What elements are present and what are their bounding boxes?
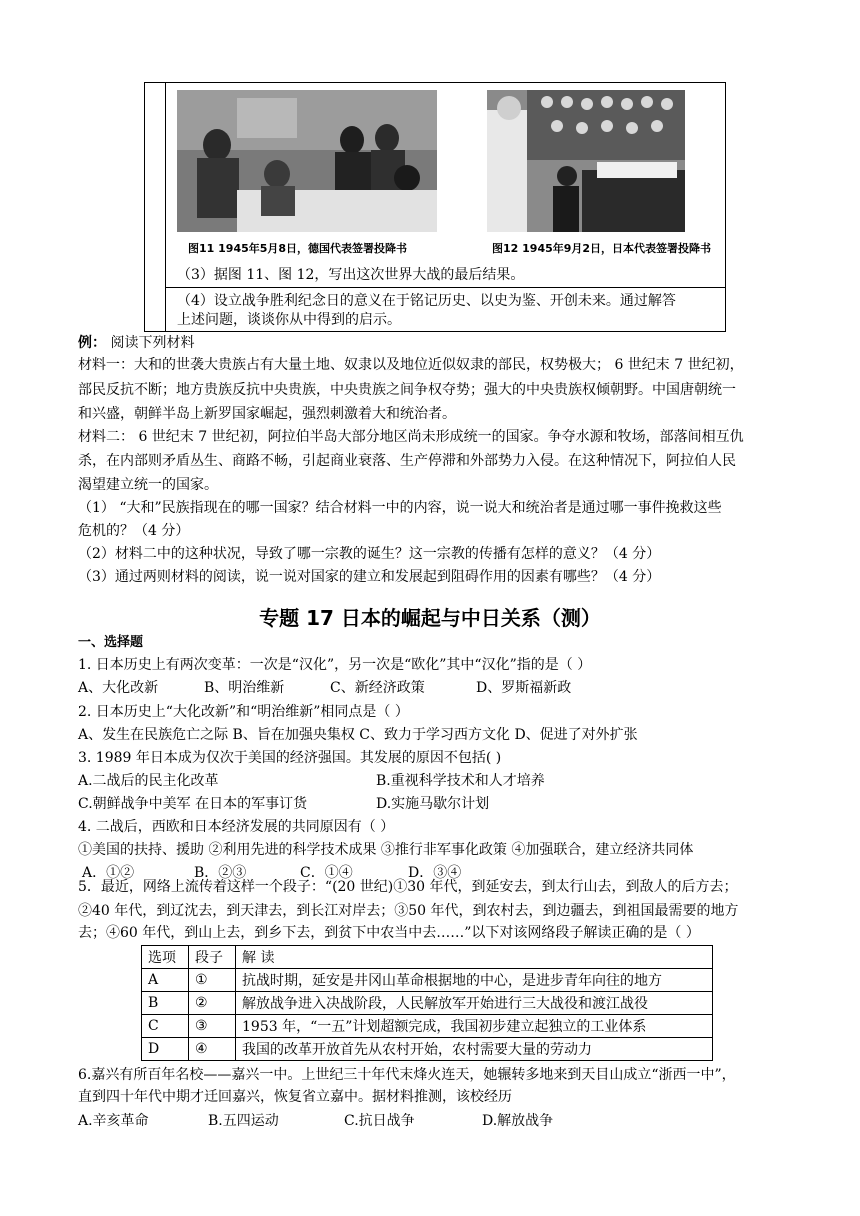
top-table-col-divider xyxy=(165,82,166,331)
example-q2: （2）材料二中的这种状况，导致了哪一宗教的诞生？这一宗教的传播有怎样的意义？（4 分） xyxy=(78,546,661,562)
table-header-row xyxy=(142,946,713,969)
q3-option-a: A.二战后的民主化改革 xyxy=(78,773,219,789)
example-q1-line-1: （1） “大和”民族指现在的哪一国家？结合材料一中的内容，说一说大和统治者是通过哪一事件挽救这些 xyxy=(78,500,722,516)
table-cell: ③ xyxy=(189,1015,236,1038)
table-cell: ① xyxy=(189,969,236,992)
example-q1-line-2: 危机的？（4 分） xyxy=(78,523,190,539)
photo-11-caption: 图11 1945年5月8日，德国代表签署投降书 xyxy=(188,242,408,255)
question-2: 2. 日本历史上“大化改新”和“明治维新”相同点是（ ） xyxy=(78,704,409,720)
table-cell: B xyxy=(142,992,189,1015)
photo-12-caption: 图12 1945年9月2日，日本代表签署投降书 xyxy=(492,242,712,255)
q1-option-a: A、大化改新 xyxy=(78,680,159,696)
q4-option-b: B．②③ xyxy=(194,865,247,881)
q6-option-b: B.五四运动 xyxy=(208,1113,279,1129)
table-cell: 我国的改革开放首先从农村开始，农村需要大量的劳动力 xyxy=(236,1038,713,1061)
question-1: 1. 日本历史上有两次变革：一次是“汉化”，另一次是“欧化”其中“汉化”指的是（ ） xyxy=(78,657,592,673)
question-5-table xyxy=(141,945,713,1061)
q4-option-d: D．③④ xyxy=(408,865,462,881)
example-label: 例： xyxy=(78,335,106,351)
question-3: 3. 1989 年日本成为仅次于美国的经济强国。其发展的原因不包括( ) xyxy=(78,750,502,766)
page-title: 专题 17 日本的崛起与中日关系（测） xyxy=(259,606,601,630)
question-1-options xyxy=(78,677,571,699)
example-q3: （3）通过两则材料的阅读，说一说对国家的建立和发展起到阻碍作用的因素有哪些？（4 分） xyxy=(78,569,661,585)
table-cell: A xyxy=(142,969,189,992)
table-cell: C xyxy=(142,1015,189,1038)
material-2-line-1: 材料二： 6 世纪末 7 世纪初，阿拉伯半岛大部分地区尚未形成统一的国家。争夺水源和牧场，部落间相互仇 xyxy=(78,429,744,445)
example-heading xyxy=(78,332,194,354)
question-4-items: ①美国的扶持、援助 ②利用先进的科学技术成果 ③推行非军事化政策 ④加强联合，建立经济共同体 xyxy=(78,842,694,858)
question-6-line-2: 直到四十年代中期才迁回嘉兴，恢复省立嘉中。据材料推测，该校经历 xyxy=(78,1089,512,1105)
question-5-line-1: 5．最近，网络上流传着这样一个段子：“(20 世纪)①30 年代，到延安去，到太行山去，到敌人的后方去； xyxy=(78,879,738,895)
top-q4-line1: （4）设立战争胜利纪念日的意义在于铭记历史、以史为鉴、开创未来。通过解答 xyxy=(177,293,676,309)
question-3-options-row-1 xyxy=(78,770,545,792)
material-1-line-2: 部民反抗不断；地方贵族反抗中央贵族，中央贵族之间争权夺势；强大的中央贵族权倾朝野。中国唐朝统一 xyxy=(78,382,736,398)
table-row xyxy=(142,992,713,1015)
question-5-line-2: ②40 年代，到辽沈去，到天津去，到长江对岸去；③50 年代，到农村去，到边疆去，到祖国最需要的地方 xyxy=(78,903,739,919)
q3-option-d: D.实施马歇尔计划 xyxy=(376,796,490,812)
q6-option-c: C.抗日战争 xyxy=(344,1113,415,1129)
material-2-line-2: 杀，在内部则矛盾丛生、商路不畅，引起商业衰落、生产停滞和外部势力入侵。在这种情况下，阿拉伯人民 xyxy=(78,453,736,469)
photo-japan-surrender xyxy=(487,90,685,232)
table-header-cell: 选项 xyxy=(142,946,189,969)
question-4: 4. 二战后，西欧和日本经济发展的共同原因有（ ） xyxy=(78,819,395,835)
table-cell: ④ xyxy=(189,1038,236,1061)
question-2-options: A、发生在民族危亡之际 B、旨在加强央集权 C、致力于学习西方文化 D、促进了对外扩张 xyxy=(78,727,638,743)
q6-option-d: D.解放战争 xyxy=(482,1113,554,1129)
material-2-line-3: 渴望建立统一的国家。 xyxy=(78,477,218,493)
table-row xyxy=(142,969,713,992)
table-cell: ② xyxy=(189,992,236,1015)
photo-germany-surrender xyxy=(177,90,437,232)
question-5-line-3: 去；④60 年代，到山上去，到乡下去，到贫下中农当中去……”以下对该网络段子解读正确的是（ ） xyxy=(78,925,700,941)
top-q4-line2: 上述问题，谈谈你从中得到的启示。 xyxy=(177,312,401,328)
top-q3: （3）据图 11、图 12，写出这次世界大战的最后结果。 xyxy=(177,267,525,283)
table-header-cell: 解 读 xyxy=(236,946,713,969)
section-heading: 一、选择题 xyxy=(78,635,144,650)
material-1-line-3: 和兴盛，朝鲜半岛上新罗国家崛起，强烈刺激着大和统治者。 xyxy=(78,406,456,422)
question-3-options-row-2 xyxy=(78,793,489,815)
table-row xyxy=(142,1038,713,1061)
question-6-options xyxy=(78,1110,553,1132)
q1-option-b: B、明治维新 xyxy=(204,680,285,696)
q3-option-b: B.重视科学技术和人才培养 xyxy=(376,773,545,789)
q4-option-c: C．①④ xyxy=(300,865,353,881)
q1-option-c: C、新经济政策 xyxy=(330,680,425,696)
example-intro: 阅读下列材料 xyxy=(106,335,195,351)
table-cell: 解放战争进入决战阶段，人民解放军开始进行三大战役和渡江战役 xyxy=(236,992,713,1015)
q4-option-a: A．①② xyxy=(82,865,135,881)
top-table-row-divider xyxy=(165,287,725,288)
q3-option-c: C.朝鲜战争中美军 在日本的军事订货 xyxy=(78,796,308,812)
q1-option-d: D、罗斯福新政 xyxy=(476,680,572,696)
q6-option-a: A.辛亥革命 xyxy=(78,1113,149,1129)
table-cell: D xyxy=(142,1038,189,1061)
table-cell: 1953 年，“一五”计划超额完成，我国初步建立起独立的工业体系 xyxy=(236,1015,713,1038)
table-header-cell: 段子 xyxy=(189,946,236,969)
table-row xyxy=(142,1015,713,1038)
question-6-line-1: 6.嘉兴有所百年名校——嘉兴一中。上世纪三十年代末烽火连天，她辗转多地来到天目山成立“浙西一中”， xyxy=(78,1067,736,1083)
table-cell: 抗战时期，延安是井冈山革命根据地的中心，是进步青年向往的地方 xyxy=(236,969,713,992)
material-1-line-1: 材料一：大和的世袭大贵族占有大量土地、奴隶以及地位近似奴隶的部民，权势极大； 6 世纪末 7 世纪初， xyxy=(78,357,744,373)
